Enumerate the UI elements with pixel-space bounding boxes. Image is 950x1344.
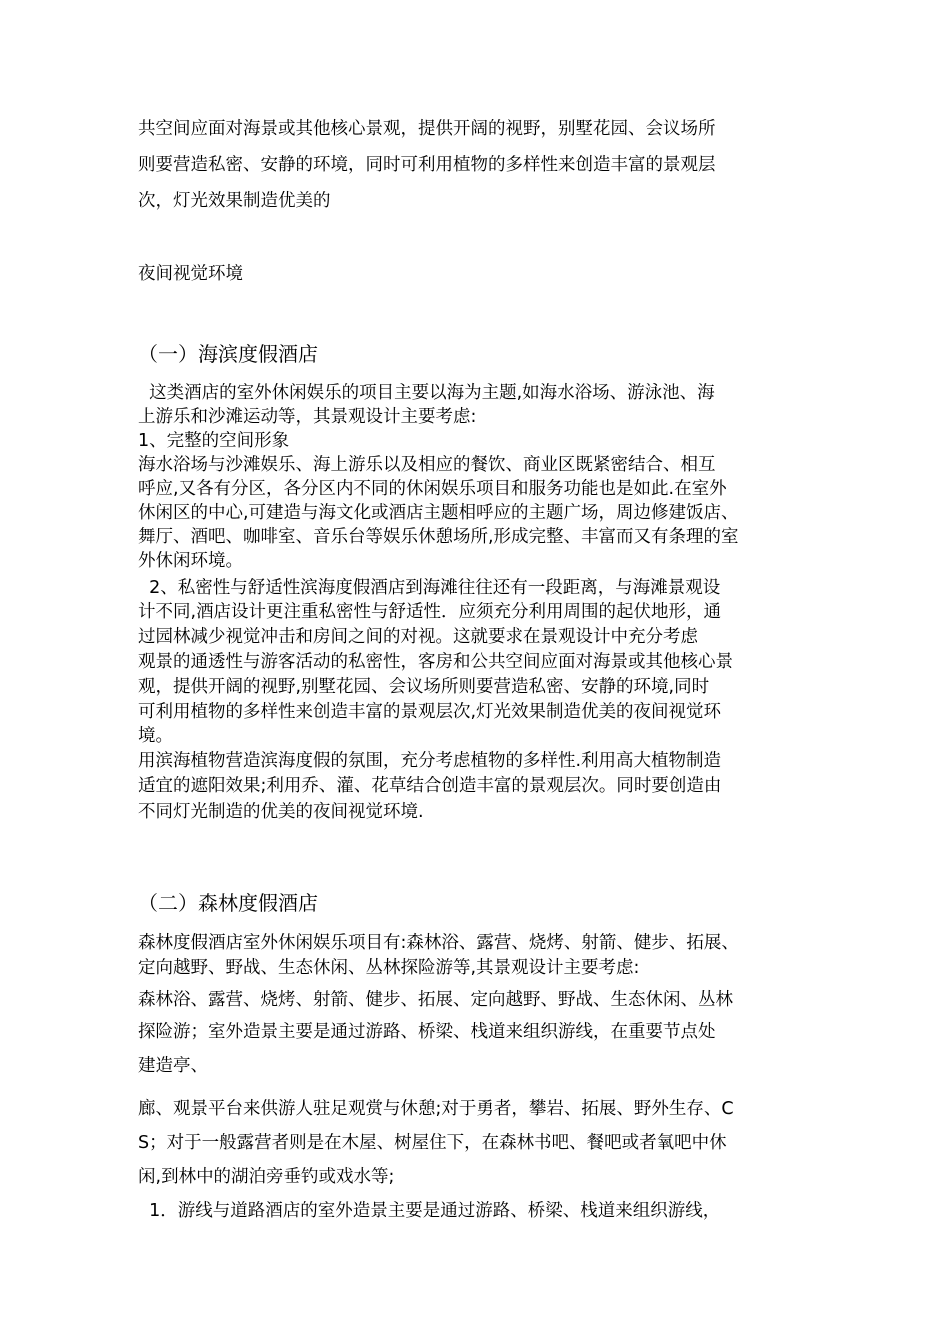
text-line: 不同灯光制造的优美的夜间视觉环境. [138, 802, 424, 822]
text-line: 探险游；室外造景主要是通过游路、桥梁、栈道来组织游线，在重要节点处 [138, 1022, 716, 1042]
text-line: 可利用植物的多样性来创造丰富的景观层次,灯光效果制造优美的夜间视觉环 [138, 702, 722, 722]
text-line: 外休闲环境。 [138, 551, 243, 571]
section-heading: （一）海滨度假酒店 [138, 342, 318, 366]
text-line: 过园林减少视觉冲击和房间之间的对视。这就要求在景观设计中充分考虑 [138, 627, 698, 647]
text-line: 建造亭、 [138, 1056, 208, 1076]
text-line: 这类酒店的室外休闲娱乐的项目主要以海为主题,如海水浴场、游泳池、海 [138, 383, 715, 403]
text-line: 舞厅、酒吧、咖啡室、音乐台等娱乐休憩场所,形成完整、丰富而又有条理的室 [138, 527, 739, 547]
text-line: S；对于一般露营者则是在木屋、树屋住下，在森林书吧、餐吧或者氧吧中休 [138, 1133, 727, 1153]
text-line: 计不同,酒店设计更注重私密性与舒适性．应须充分利用周围的起伏地形，通 [138, 602, 722, 622]
text-line: 夜间视觉环境 [138, 264, 243, 284]
text-line: 2、私密性与舒适性滨海度假酒店到海滩往往还有一段距离，与海滩景观设 [138, 578, 721, 598]
text-line: 森林度假酒店室外休闲娱乐项目有:森林浴、露营、烧烤、射箭、健步、拓展、 [138, 933, 739, 953]
text-line: 适宜的遮阳效果;利用乔、灌、花草结合创造丰富的景观层次。同时要创造由 [138, 776, 722, 796]
text-line: 上游乐和沙滩运动等，其景观设计主要考虑: [138, 407, 477, 427]
text-line: 廊、观景平台来供游人驻足观赏与休憩;对于勇者，攀岩、拓展、野外生存、C [138, 1099, 734, 1119]
text-line: 1、完整的空间形象 [138, 431, 290, 451]
text-line: 1．游线与道路酒店的室外造景主要是通过游路、桥梁、栈道来组织游线， [138, 1201, 721, 1221]
text-line: 观景的通透性与游客活动的私密性，客房和公共空间应面对海景或其他核心景 [138, 652, 733, 672]
section-heading: （二）森林度假酒店 [138, 891, 318, 915]
text-line: 闲,到林中的湖泊旁垂钓或戏水等; [138, 1167, 395, 1187]
text-line: 次，灯光效果制造优美的 [138, 191, 331, 211]
text-line: 共空间应面对海景或其他核心景观，提供开阔的视野，别墅花园、会议场所 [138, 119, 716, 139]
text-line: 呼应,又各有分区，各分区内不同的休闲娱乐项目和服务功能也是如此.在室外 [138, 479, 727, 499]
text-line: 休闲区的中心,可建造与海文化或酒店主题相呼应的主题广场，周边修建饭店、 [138, 503, 739, 523]
text-line: 森林浴、露营、烧烤、射箭、健步、拓展、定向越野、野战、生态休闲、丛林 [138, 990, 733, 1010]
text-line: 则要营造私密、安静的环境，同时可利用植物的多样性来创造丰富的景观层 [138, 155, 716, 175]
text-line: 定向越野、野战、生态休闲、丛林探险游等,其景观设计主要考虑: [138, 958, 640, 978]
text-line: 观，提供开阔的视野,别墅花园、会议场所则要营造私密、安静的环境,同时 [138, 677, 710, 697]
text-line: 境。 [138, 726, 173, 746]
text-line: 用滨海植物营造滨海度假的氛围，充分考虑植物的多样性.利用高大植物制造 [138, 751, 722, 771]
text-line: 海水浴场与沙滩娱乐、海上游乐以及相应的餐饮、商业区既紧密结合、相互 [138, 455, 716, 475]
